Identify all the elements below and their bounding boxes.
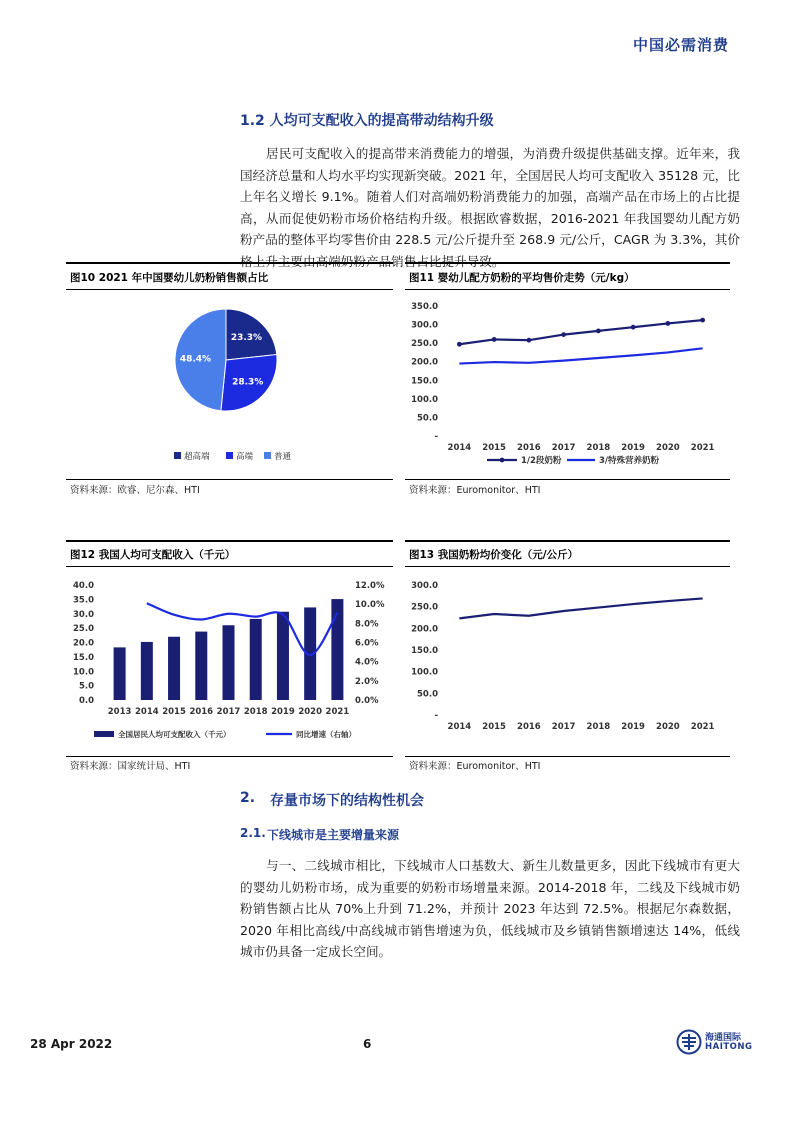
y2-tick-label: 6.0% (355, 638, 379, 649)
y-tick-label: 250.0 (411, 339, 438, 350)
bar (223, 625, 235, 700)
bar (168, 637, 180, 700)
section-paragraph: 居民可支配收入的提高带来消费能力的增强，为消费升级提供基础支撑。近年来，我国经济总量和人均水平均实现新突破。2021 年，全国居民人均可支配收入 35128 元，比上年名义增长 9.1%。随着人们对高端奶粉消费能力的加强，高端产品在市场上的占比提高，从而促使奶粉市场价格结构升级。根据欧睿数据，2016-2021 年我国婴幼儿配方奶粉产品的整体平均零售价由 228.5 元/公斤提升至 268.9 元/公斤，CAGR 为 3.3%，其价格上升主要由高端奶粉产品销售占比提升导致。 (240, 146, 740, 269)
legend-label: 全国居民人均可支配收入（千元） (118, 730, 231, 739)
y-tick-label: 25.0 (73, 624, 94, 635)
y2-tick-label: 4.0% (355, 657, 379, 668)
y-tick-label: 0.0 (78, 696, 94, 706)
x-tick-label: 2015 (162, 707, 186, 717)
figure-11-title: 图11 婴幼儿配方奶粉的平均售价走势（元/kg） (409, 272, 635, 284)
y2-tick-label: 8.0% (355, 619, 379, 630)
haitong-logo (676, 1028, 766, 1056)
section-heading: 1.2 人均可支配收入的提高带动结构升级 (240, 113, 494, 129)
y-tick-label: 100.0 (411, 394, 438, 405)
header-title: 中国必需消费 (632, 36, 729, 54)
legend-label: 高端 (236, 452, 254, 462)
line-chart-price (405, 290, 730, 480)
section-2-number: 2. (240, 790, 256, 806)
section-2-paragraph: 与一、二线城市相比，下线城市人口基数大、新生儿数量更多，因此下线城市有更大的婴幼儿奶粉市场，成为重要的奶粉市场增量来源。2014-2018 年，二线及下线城市奶粉销售额占比从 70%上升到 71.2%，并预计 2023 年达到 72.5%。根据尼尔森数据，2020 年相比高线/中高线城市销售增速为负，低线城市及乡镇销售额增速达 14%，低线城市仍具备一定成长空间。 (240, 858, 740, 959)
data-point (665, 321, 670, 326)
y-tick-label: 35.0 (73, 595, 94, 606)
x-tick-label: 2015 (482, 443, 506, 453)
data-point (561, 332, 566, 337)
x-tick-label: 2021 (690, 722, 715, 732)
y-tick-label: - (434, 432, 438, 442)
data-point (631, 325, 636, 330)
legend-swatch (226, 452, 233, 459)
figure-11 (405, 262, 730, 494)
legend-swatch (264, 452, 271, 459)
line-chart-avg-price (405, 567, 730, 757)
x-tick-label: 2019 (271, 707, 295, 717)
x-tick-label: 2020 (656, 443, 680, 453)
logo-en-text: HAITONG (705, 1042, 753, 1052)
legend-marker (500, 458, 505, 463)
x-tick-label: 2021 (325, 707, 350, 717)
series-line (459, 598, 702, 618)
y-tick-label: 250.0 (411, 602, 438, 613)
x-tick-label: 2014 (447, 722, 472, 732)
y-tick-label: 150.0 (411, 376, 438, 387)
data-point (596, 328, 601, 333)
y-tick-label: 300.0 (411, 320, 438, 331)
subsection-number: 2.1. (240, 826, 266, 840)
y-tick-label: 150.0 (411, 646, 438, 656)
pie-data-label: 48.4% (179, 354, 212, 365)
bar (250, 619, 262, 700)
x-tick-label: 2019 (621, 443, 645, 453)
data-point (457, 342, 462, 347)
bar-line-chart-income (66, 567, 393, 757)
figure-13-title: 图13 我国奶粉均价变化（元/公斤） (409, 549, 579, 561)
y-tick-label: 30.0 (73, 609, 94, 620)
y-tick-label: 50.0 (417, 413, 438, 424)
y-tick-label: 200.0 (411, 357, 438, 368)
y-tick-label: 40.0 (73, 581, 94, 591)
y2-tick-label: 12.0% (355, 581, 385, 591)
x-tick-label: 2018 (243, 707, 268, 717)
x-tick-label: 2021 (690, 443, 715, 453)
x-tick-label: 2020 (298, 707, 323, 717)
x-tick-label: 2016 (189, 707, 214, 717)
legend-swatch (174, 452, 181, 459)
section-2-heading: 存量市场下的结构性机会 (270, 793, 424, 809)
legend-label: 3/特殊营养奶粉 (599, 456, 660, 466)
y-tick-label: 5.0 (78, 681, 94, 692)
figure-10-title: 图10 2021 年中国婴幼儿奶粉销售额占比 (70, 272, 269, 284)
data-point (492, 337, 497, 342)
x-tick-label: 2016 (517, 722, 541, 732)
series-line (459, 348, 702, 363)
logo-cn-text: 海通国际 (705, 1033, 742, 1043)
bar (195, 632, 207, 700)
pie-data-label: 28.3% (232, 377, 264, 388)
legend-label: 同比增速（右轴） (296, 730, 356, 739)
x-tick-label: 2018 (586, 443, 611, 453)
x-tick-label: 2017 (551, 722, 576, 732)
figure-13 (405, 540, 730, 772)
y-tick-label: 100.0 (411, 667, 438, 678)
bar (141, 642, 153, 700)
y-tick-label: 350.0 (411, 302, 438, 312)
pie-chart (66, 290, 393, 480)
pie-data-label: 23.3% (230, 333, 263, 344)
bar (277, 612, 289, 700)
x-tick-label: 2017 (551, 443, 576, 453)
figure-10 (66, 262, 393, 494)
subsection-heading: 下线城市是主要增量来源 (267, 828, 400, 842)
figure-12-source: 资料来源：国家统计局、HTI (70, 761, 191, 772)
x-tick-label: 2019 (621, 722, 645, 732)
legend-label: 超高端 (184, 452, 210, 462)
page-number: 6 (363, 1037, 372, 1051)
y-tick-label: 300.0 (411, 581, 438, 591)
legend-swatch (94, 731, 114, 737)
legend-label: 1/2段奶粉 (521, 456, 562, 466)
haitong-logo-icon (676, 1029, 702, 1055)
y-tick-label: 50.0 (417, 689, 438, 700)
data-point (526, 338, 531, 343)
footer-date: 28 Apr 2022 (30, 1037, 113, 1051)
x-tick-label: 2014 (447, 443, 472, 453)
y-tick-label: 200.0 (411, 624, 438, 635)
y2-tick-label: 10.0% (355, 600, 385, 611)
data-point (700, 318, 705, 323)
bar (114, 647, 126, 700)
x-tick-label: 2013 (107, 707, 132, 717)
y-tick-label: - (434, 711, 438, 721)
x-tick-label: 2017 (216, 707, 241, 717)
y-tick-label: 10.0 (73, 667, 94, 678)
legend-label: 普通 (274, 452, 292, 462)
x-tick-label: 2020 (656, 722, 680, 732)
figure-10-source: 资料来源：欧睿、尼尔森、HTI (70, 485, 200, 496)
x-tick-label: 2014 (134, 707, 159, 717)
x-tick-label: 2016 (517, 443, 541, 453)
y2-tick-label: 2.0% (355, 676, 379, 687)
figure-11-source: 资料来源：Euromonitor、HTI (409, 485, 541, 496)
y-tick-label: 20.0 (73, 638, 94, 649)
figure-12 (66, 540, 393, 772)
y-tick-label: 15.0 (73, 652, 94, 663)
x-tick-label: 2018 (586, 722, 611, 732)
figure-13-source: 资料来源：Euromonitor、HTI (409, 761, 541, 772)
y2-tick-label: 0.0% (355, 696, 379, 706)
figure-12-title: 图12 我国人均可支配收入（千元） (70, 549, 236, 561)
x-tick-label: 2015 (482, 722, 506, 732)
